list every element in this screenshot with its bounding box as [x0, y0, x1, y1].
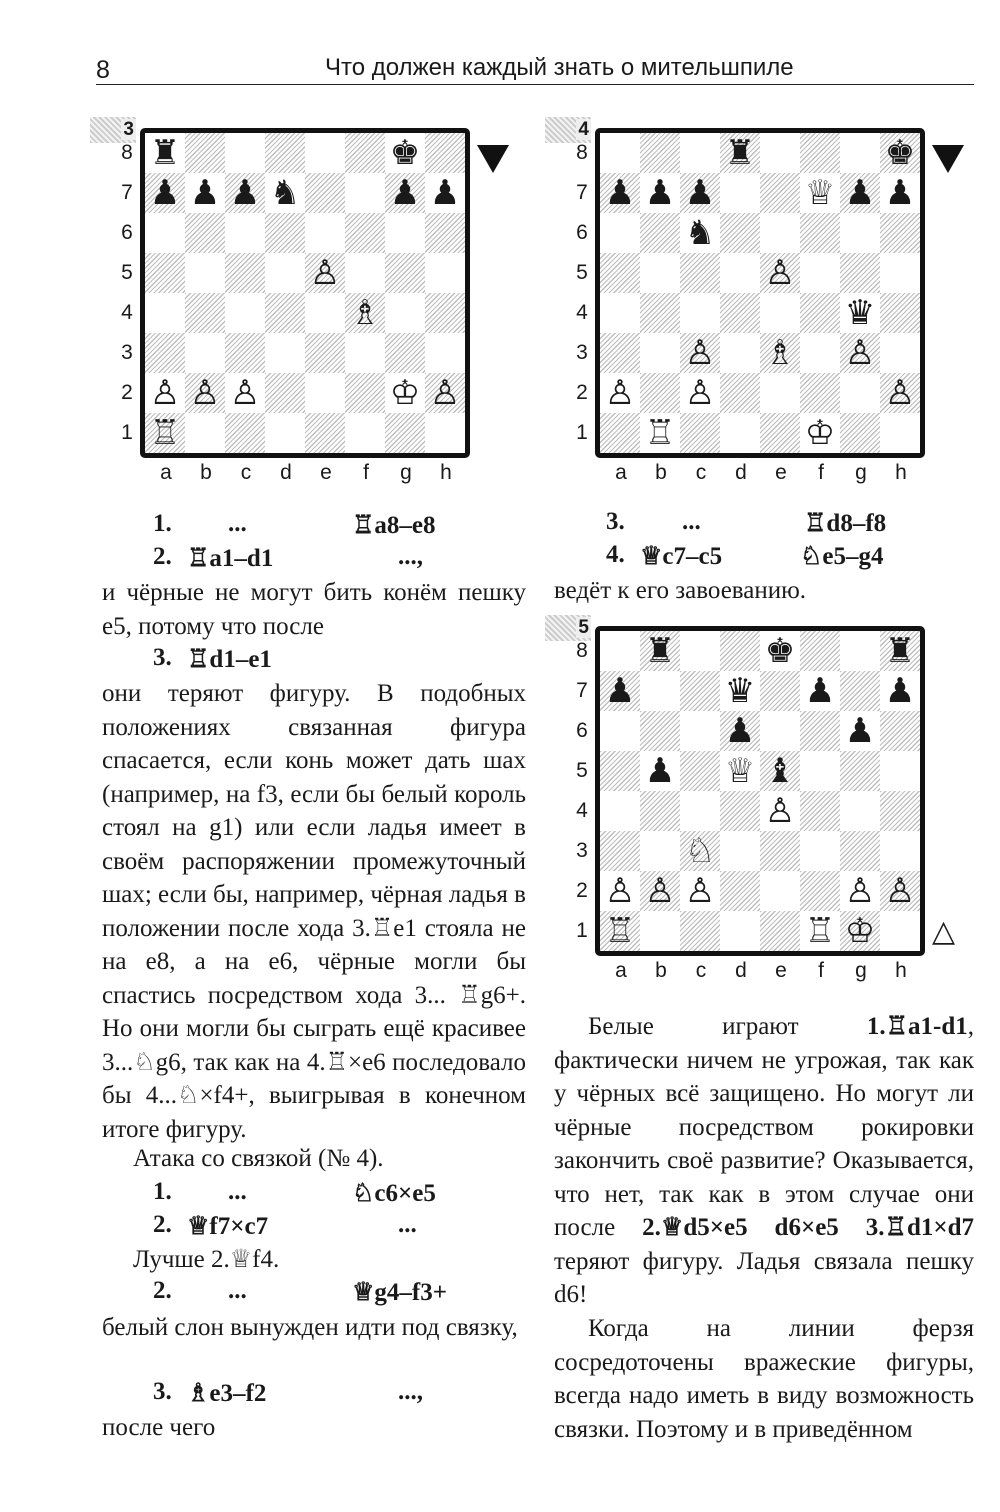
square-f5 [800, 253, 840, 293]
chess-board [595, 626, 925, 956]
square-f5 [800, 751, 840, 791]
square-f4 [800, 293, 840, 333]
square-d1 [720, 413, 760, 453]
rank-label: 4 [576, 301, 588, 324]
file-label: d [735, 461, 747, 484]
chess-piece-e5: ♝ [764, 751, 796, 791]
rank-label: 7 [576, 679, 588, 702]
rank-label: 3 [121, 341, 133, 364]
file-label: b [655, 959, 667, 982]
square-b8 [640, 133, 680, 173]
chess-piece-a2: ♙ [604, 871, 636, 911]
square-b7 [640, 671, 680, 711]
square-a3 [600, 831, 640, 871]
diagram-number-text: 5 [578, 617, 589, 638]
square-g4 [385, 293, 425, 333]
square-b4 [185, 293, 225, 333]
square-e8 [305, 133, 345, 173]
chess-piece-g2: ♙ [844, 871, 876, 911]
running-title: Что должен каждый знать о мительшпиле [325, 54, 794, 81]
square-e6 [760, 213, 800, 253]
square-a1 [600, 413, 640, 453]
square-h6 [880, 213, 920, 253]
square-b6 [185, 213, 225, 253]
file-label: c [240, 461, 252, 484]
square-a3 [600, 333, 640, 373]
chess-piece-c2: ♙ [684, 871, 716, 911]
square-c1 [225, 413, 265, 453]
move-black: ♕g4–f3+ [352, 1279, 447, 1306]
square-e7 [760, 173, 800, 213]
square-a5 [145, 253, 185, 293]
rank-label: 6 [576, 719, 588, 742]
square-g3 [840, 831, 880, 871]
square-g5 [840, 253, 880, 293]
square-h3 [880, 333, 920, 373]
square-d1 [265, 413, 305, 453]
move-black: ♖a8–e8 [352, 512, 436, 539]
rank-label: 2 [576, 381, 588, 404]
rank-label: 5 [576, 759, 588, 782]
file-label: a [160, 461, 172, 484]
chess-piece-e4: ♙ [764, 791, 796, 831]
square-d1 [720, 911, 760, 951]
square-h3 [425, 333, 465, 373]
square-c8 [680, 133, 720, 173]
black-to-move-icon [477, 145, 509, 173]
move-line: 1. [153, 510, 172, 537]
square-e4 [760, 293, 800, 333]
square-c3 [225, 333, 265, 373]
chess-piece-f1: ♖ [804, 911, 836, 951]
square-c1 [680, 413, 720, 453]
square-g4 [840, 791, 880, 831]
square-h3 [880, 831, 920, 871]
paragraph: Когда на линии ферзя сосредоточены вражеские фигуры, всегда надо иметь в виду возможность связки. Поэтому и в приведённом [554, 1315, 974, 1443]
move-black: ♘c6×e5 [352, 1180, 436, 1207]
move-black: ♖d8–f8 [804, 510, 887, 537]
square-e8 [760, 133, 800, 173]
chess-piece-g7: ♟ [389, 173, 421, 213]
move-line: 2. [153, 543, 172, 570]
header-rule [96, 84, 974, 85]
square-e7 [760, 671, 800, 711]
move-white: ♕c7–c5 [640, 543, 723, 570]
square-d3 [265, 333, 305, 373]
square-b8 [185, 133, 225, 173]
chess-piece-h7: ♟ [429, 173, 461, 213]
chess-piece-c3: ♙ [684, 333, 716, 373]
square-f8 [345, 133, 385, 173]
chess-piece-h7: ♟ [884, 671, 916, 711]
paragraph: белый слон вынужден идти под связку, [102, 1314, 518, 1341]
file-label: g [400, 461, 412, 484]
file-label: f [818, 461, 824, 484]
file-label: c [695, 461, 707, 484]
chess-piece-a2: ♙ [604, 373, 636, 413]
chess-piece-e5: ♙ [764, 253, 796, 293]
chess-piece-a7: ♟ [604, 671, 636, 711]
chess-piece-d7: ♛ [724, 671, 756, 711]
square-d5 [265, 253, 305, 293]
rank-label: 3 [576, 839, 588, 862]
chess-piece-b5: ♟ [644, 751, 676, 791]
chess-piece-g7: ♟ [844, 173, 876, 213]
chess-piece-b1: ♖ [644, 413, 676, 453]
square-b5 [640, 253, 680, 293]
rank-label: 8 [576, 639, 588, 662]
square-f2 [800, 871, 840, 911]
file-label: g [855, 959, 867, 982]
square-c4 [225, 293, 265, 333]
chess-piece-d7: ♞ [269, 173, 301, 213]
square-a5 [600, 253, 640, 293]
chess-piece-g8: ♚ [389, 133, 421, 173]
move-line: 3. [153, 1378, 172, 1405]
rank-label: 5 [121, 261, 133, 284]
paragraph: после чего [102, 1414, 216, 1441]
white-to-move-icon: △ [932, 914, 956, 949]
chess-piece-c7: ♟ [684, 173, 716, 213]
chess-piece-f1: ♔ [804, 413, 836, 453]
square-e2 [760, 871, 800, 911]
square-f2 [345, 373, 385, 413]
square-c5 [680, 253, 720, 293]
chess-board [140, 128, 470, 458]
move-line: 3. [153, 644, 172, 671]
move-black: ..., [398, 1378, 423, 1405]
chess-piece-h2: ♙ [884, 871, 916, 911]
square-b5 [185, 253, 225, 293]
square-d2 [265, 373, 305, 413]
square-c5 [225, 253, 265, 293]
move-line: 2. [153, 1277, 172, 1304]
black-to-move-icon [932, 145, 964, 173]
chess-piece-a1: ♖ [604, 911, 636, 951]
square-h4 [880, 791, 920, 831]
square-b4 [640, 791, 680, 831]
square-d6 [265, 213, 305, 253]
square-h1 [425, 413, 465, 453]
square-h5 [880, 751, 920, 791]
square-c7 [680, 671, 720, 711]
paragraph-text: , фактически ничем не угрожая, так как у чёрных всё защищено. Но могут ли чёрные посредством рокировки закончить своё развитие? Оказывается, что нет, так как в этом случае они после [554, 1013, 974, 1241]
diagram-number [545, 117, 591, 143]
square-h5 [880, 253, 920, 293]
square-f4 [800, 791, 840, 831]
chess-piece-b2: ♙ [644, 871, 676, 911]
square-c5 [680, 751, 720, 791]
square-f7 [345, 173, 385, 213]
rank-label: 6 [121, 221, 133, 244]
paragraph: они теряют фигуру. В подобных положениях связанная фигура спасается, если конь может дать шах (например, на f3, если бы белый король стоял на g1) или если ладья имеет в своём распоряжении промежуточный шах; если бы, например, чёрная ладья в положении после хода 3.♖e1 стояла не на e8, а на e6, чёрные могли бы спастись посредством хода 3... ♖g6+. Но они могли бы сыграть ещё красивее 3...♘g6, так как на 4.♖×e6 последовало бы 4...♘×f4+, выигрывая в конечном итоге фигуру. [102, 680, 526, 1143]
square-h4 [880, 293, 920, 333]
chess-piece-a7: ♟ [604, 173, 636, 213]
file-label: h [440, 461, 452, 484]
rank-label: 1 [576, 421, 588, 444]
chess-piece-b8: ♜ [644, 631, 676, 671]
square-h5 [425, 253, 465, 293]
square-b2 [640, 373, 680, 413]
diagram-number [545, 615, 591, 641]
chess-piece-h7: ♟ [884, 173, 916, 213]
square-f1 [345, 413, 385, 453]
square-e3 [305, 333, 345, 373]
square-a4 [600, 293, 640, 333]
paragraph: ведёт к его завоеванию. [554, 577, 807, 604]
chess-piece-f7: ♕ [804, 173, 836, 213]
square-a5 [600, 751, 640, 791]
chess-piece-a7: ♟ [149, 173, 181, 213]
square-d3 [720, 333, 760, 373]
square-b3 [185, 333, 225, 373]
rank-label: 1 [121, 421, 133, 444]
chess-piece-h2: ♙ [429, 373, 461, 413]
paragraph-text: Белые играют [588, 1013, 867, 1040]
square-a4 [145, 293, 185, 333]
file-label: d [735, 959, 747, 982]
move-line: 3. [606, 508, 625, 535]
move-white: ♖a1–d1 [187, 545, 274, 572]
file-label: e [775, 959, 787, 982]
chess-piece-g6: ♟ [844, 711, 876, 751]
square-g3 [385, 333, 425, 373]
move-line: 2. [153, 1211, 172, 1238]
file-label: c [695, 959, 707, 982]
move-black: ♘e5–g4 [800, 543, 884, 570]
square-g7 [840, 671, 880, 711]
move-line: 4. [606, 541, 625, 568]
file-label: e [775, 461, 787, 484]
square-e2 [305, 373, 345, 413]
square-b1 [185, 413, 225, 453]
chess-piece-c2: ♙ [684, 373, 716, 413]
rank-label: 4 [576, 799, 588, 822]
square-a8 [600, 133, 640, 173]
square-d8 [720, 631, 760, 671]
chess-piece-b2: ♙ [189, 373, 221, 413]
square-e6 [760, 711, 800, 751]
move-white: ... [228, 1178, 247, 1205]
chess-piece-e8: ♚ [764, 631, 796, 671]
move-white: ... [682, 508, 701, 535]
paragraph [554, 1010, 974, 1312]
square-f6 [800, 213, 840, 253]
square-a8 [600, 631, 640, 671]
square-d8 [265, 133, 305, 173]
square-f8 [800, 133, 840, 173]
square-d7 [720, 173, 760, 213]
diagram-number-text: 4 [578, 119, 589, 140]
square-a6 [145, 213, 185, 253]
rank-label: 1 [576, 919, 588, 942]
square-g6 [385, 213, 425, 253]
chess-piece-e3: ♗ [764, 333, 796, 373]
chess-piece-c3: ♘ [684, 831, 716, 871]
square-f3 [800, 333, 840, 373]
chess-piece-b7: ♟ [644, 173, 676, 213]
square-h1 [880, 413, 920, 453]
square-e3 [760, 831, 800, 871]
square-c8 [225, 133, 265, 173]
rank-label: 7 [121, 181, 133, 204]
file-label: f [818, 959, 824, 982]
square-g1 [385, 413, 425, 453]
move-white: ... [228, 1277, 247, 1304]
file-label: a [615, 959, 627, 982]
move-white: ♕f7×c7 [187, 1213, 269, 1240]
chess-piece-e5: ♙ [309, 253, 341, 293]
chess-piece-g2: ♔ [389, 373, 421, 413]
file-label: h [895, 461, 907, 484]
square-b4 [640, 293, 680, 333]
square-g5 [385, 253, 425, 293]
square-f3 [800, 831, 840, 871]
rank-label: 2 [576, 879, 588, 902]
square-d6 [720, 213, 760, 253]
square-e7 [305, 173, 345, 213]
square-h1 [880, 911, 920, 951]
move-white: ♗e3–f2 [187, 1380, 267, 1407]
square-b1 [640, 911, 680, 951]
square-g2 [840, 373, 880, 413]
rank-label: 8 [576, 141, 588, 164]
square-d2 [720, 871, 760, 911]
paragraph: Атака со связкой (№ 4). [133, 1145, 384, 1172]
diagram-number-text: 3 [123, 119, 134, 140]
square-c8 [680, 631, 720, 671]
square-e1 [305, 413, 345, 453]
square-f6 [800, 711, 840, 751]
square-e1 [760, 911, 800, 951]
file-label: b [655, 461, 667, 484]
square-c6 [680, 711, 720, 751]
square-f3 [345, 333, 385, 373]
chess-piece-f4: ♗ [349, 293, 381, 333]
rank-label: 6 [576, 221, 588, 244]
chess-piece-d8: ♜ [724, 133, 756, 173]
chess-piece-h8: ♜ [884, 631, 916, 671]
diagram-number [90, 117, 136, 143]
chess-piece-c6: ♞ [684, 213, 716, 253]
chess-piece-c2: ♙ [229, 373, 261, 413]
chess-piece-a8: ♜ [149, 133, 181, 173]
move-white: ... [228, 510, 247, 537]
square-f5 [345, 253, 385, 293]
move-black: ... [398, 1211, 417, 1238]
file-label: f [363, 461, 369, 484]
chess-piece-g1: ♔ [844, 911, 876, 951]
square-h6 [425, 213, 465, 253]
file-label: b [200, 461, 212, 484]
chess-piece-b7: ♟ [189, 173, 221, 213]
rank-label: 5 [576, 261, 588, 284]
square-d4 [265, 293, 305, 333]
page-number: 8 [96, 56, 110, 84]
square-e2 [760, 373, 800, 413]
chess-piece-h2: ♙ [884, 373, 916, 413]
file-label: d [280, 461, 292, 484]
square-b6 [640, 213, 680, 253]
square-d4 [720, 791, 760, 831]
square-b3 [640, 333, 680, 373]
square-h6 [880, 711, 920, 751]
square-d5 [720, 253, 760, 293]
chess-piece-d6: ♟ [724, 711, 756, 751]
square-g8 [840, 133, 880, 173]
chess-board [595, 128, 925, 458]
chess-piece-c7: ♟ [229, 173, 261, 213]
paragraph: и чёрные не могут бить конём пешку e5, потому что после [102, 579, 526, 640]
chess-piece-d5: ♕ [724, 751, 756, 791]
square-e1 [760, 413, 800, 453]
file-label: h [895, 959, 907, 982]
file-label: a [615, 461, 627, 484]
square-a6 [600, 213, 640, 253]
move-ref: 2.♕d5×e5 d6×e5 3.♖d1×d7 [642, 1214, 974, 1241]
square-a3 [145, 333, 185, 373]
square-g5 [840, 751, 880, 791]
chess-piece-g3: ♙ [844, 333, 876, 373]
chess-piece-f7: ♟ [804, 671, 836, 711]
square-c6 [225, 213, 265, 253]
square-b6 [640, 711, 680, 751]
move-white: ♖d1–e1 [187, 646, 272, 673]
move-ref: 1.♖a1-d1 [866, 1013, 968, 1040]
move-black: ..., [398, 543, 423, 570]
file-label: g [855, 461, 867, 484]
paragraph-text: теряют фигуру. Ладья связала пешку d6! [554, 1247, 974, 1308]
chess-piece-a1: ♖ [149, 413, 181, 453]
square-d3 [720, 831, 760, 871]
square-f2 [800, 373, 840, 413]
square-f8 [800, 631, 840, 671]
square-e6 [305, 213, 345, 253]
square-g1 [840, 413, 880, 453]
square-c4 [680, 791, 720, 831]
square-b3 [640, 831, 680, 871]
square-e4 [305, 293, 345, 333]
file-label: e [320, 461, 332, 484]
rank-label: 3 [576, 341, 588, 364]
square-h8 [425, 133, 465, 173]
rank-label: 2 [121, 381, 133, 404]
square-a6 [600, 711, 640, 751]
square-g6 [840, 213, 880, 253]
chess-piece-a2: ♙ [149, 373, 181, 413]
square-h4 [425, 293, 465, 333]
rank-label: 7 [576, 181, 588, 204]
square-c1 [680, 911, 720, 951]
square-c4 [680, 293, 720, 333]
square-d4 [720, 293, 760, 333]
paragraph: Лучше 2.♕f4. [133, 1246, 280, 1273]
chess-piece-g4: ♛ [844, 293, 876, 333]
move-line: 1. [153, 1178, 172, 1205]
square-f6 [345, 213, 385, 253]
rank-label: 4 [121, 301, 133, 324]
square-g8 [840, 631, 880, 671]
square-a4 [600, 791, 640, 831]
rank-label: 8 [121, 141, 133, 164]
chess-piece-h8: ♚ [884, 133, 916, 173]
square-d2 [720, 373, 760, 413]
